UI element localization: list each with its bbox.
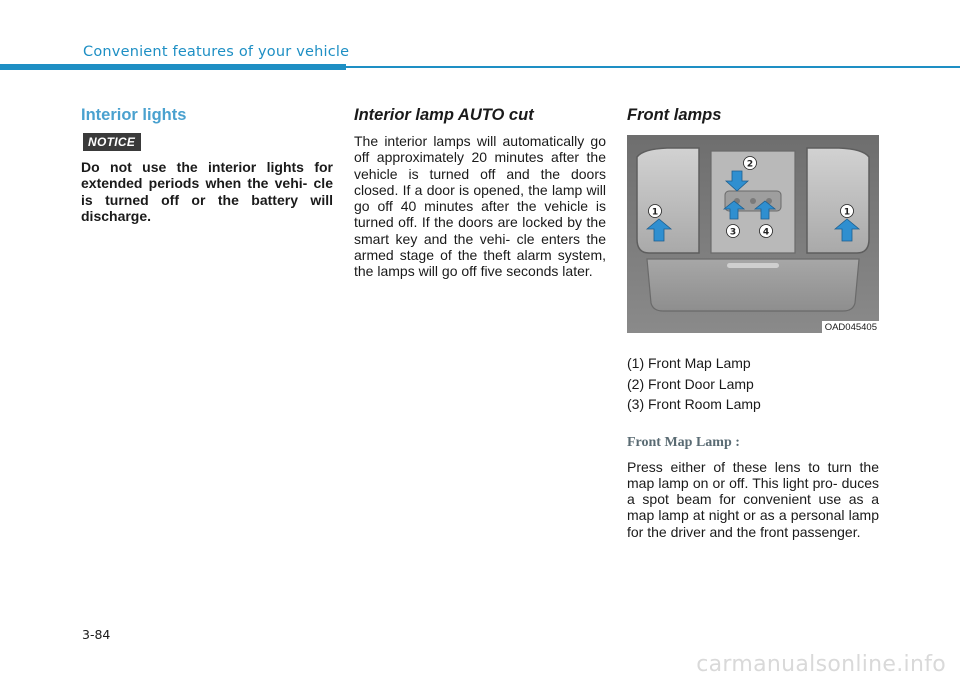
auto-cut-text: The interior lamps will automatically go off approximately 20 minutes after the vehicle is turned off and the doors closed. If a door is opened, the lamp will go off 40 minutes after the vehicle is turned off. If the doors are locked by the smart key and the vehi- cle enters the armed stage of the theft alarm system, the lamps will go off five seconds later.: [354, 133, 606, 280]
front-map-lamp-text: Press either of these lens to turn the map lamp on or off. This light pro- duces a spot beam for convenient use as a map lamp at night or as a personal lamp for the driver and the front passenger.: [627, 458, 879, 540]
list-item: (1) Front Map Lamp: [627, 355, 751, 371]
figure-code: OAD045405: [822, 321, 879, 333]
lamp-list: [627, 353, 879, 415]
column-front-lamps: [627, 106, 879, 540]
heading-interior-lights: Interior lights: [81, 106, 187, 124]
notice-text: Do not use the interior lights for extended periods when the vehi- cle is turned off or the battery will discharge.: [81, 159, 333, 224]
callout-4: 4: [762, 227, 770, 238]
heading-front-lamps: Front lamps: [627, 106, 722, 124]
subheading-front-map-lamp: Front Map Lamp :: [627, 434, 740, 450]
section-title: Convenient features of your vehicle: [83, 44, 350, 60]
callout-2: 2: [746, 159, 754, 170]
heading-auto-cut: Interior lamp AUTO cut: [354, 106, 534, 124]
callout-1-right: 1: [843, 207, 851, 218]
header-bar: [0, 64, 346, 70]
notice-badge: NOTICE: [83, 133, 141, 151]
column-interior-lights: [81, 106, 333, 224]
callout-1-left: 1: [651, 207, 659, 218]
list-item: (2) Front Door Lamp: [627, 375, 754, 392]
header-rule: [346, 66, 960, 68]
watermark-text: carmanualsonline.info: [696, 652, 946, 677]
page-number: 3-84: [82, 627, 111, 642]
column-auto-cut: [354, 106, 606, 280]
overhead-console-illustration: [627, 135, 879, 333]
callout-3: 3: [729, 227, 737, 238]
front-lamps-figure: [627, 135, 879, 333]
list-item: (3) Front Room Lamp: [627, 396, 761, 412]
